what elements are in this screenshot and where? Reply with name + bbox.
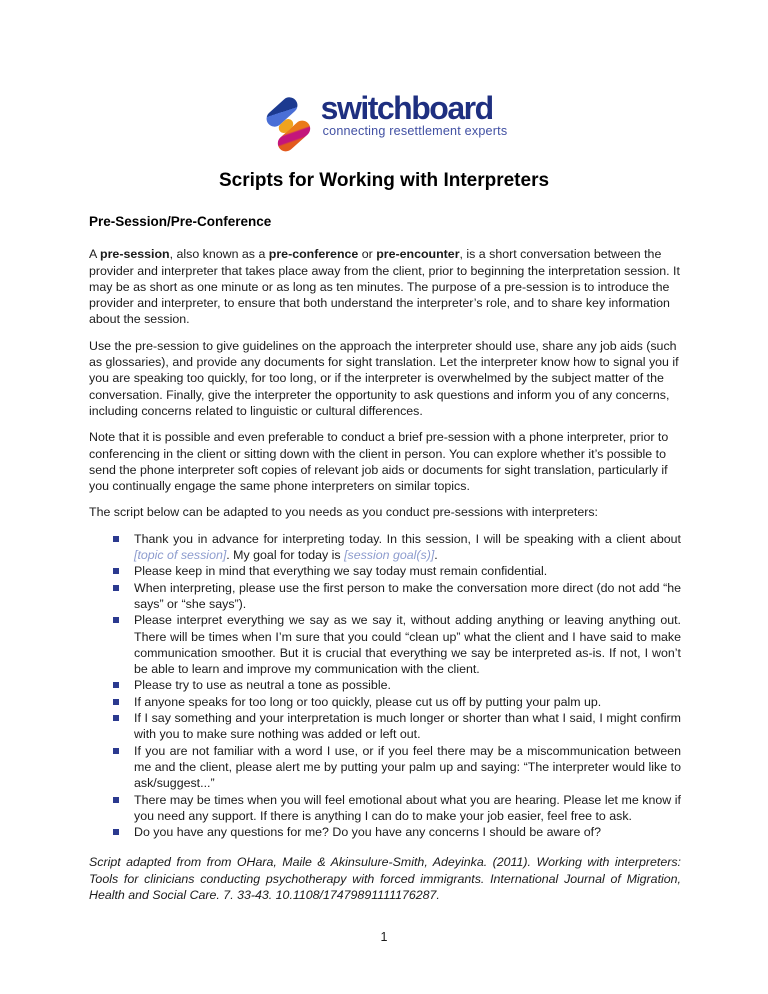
list-item: There may be times when you will feel emotional about what you are hearing. Please let me know if you need any support. If there is anything I can do to make your job easier, feel free to ask.	[113, 792, 681, 825]
citation-text: Script adapted from from OHara, Maile & Akinsulure-Smith, Adeyinka. (2011). Working with interpreters: Tools for clinicians conducting psychotherapy with forced immigrants. International Journal of Migration, Health and Social Care. 7. 33-43. 10.1108/17479891111176287.	[89, 855, 681, 902]
list-item: When interpreting, please use the first person to make the conversation more direct (do not add “he says” or “she says”).	[113, 580, 681, 613]
logo-text-block	[320, 90, 508, 138]
logo-brand-text: switchboard	[320, 90, 493, 126]
list-item: If anyone speaks for too long or too quickly, please cut us off by putting your palm up.	[113, 694, 681, 710]
paragraph-pre-session-guidelines: Use the pre-session to give guidelines on the approach the interpreter should use, share any job aids (such as glossaries), and provide any documents for sight translation. Let the interpreter know how to signal you if you are speaking too quickly, for too long, or if the interpreter is overwhelmed by the subject matter of the conversation. Finally, give the interpreter the opportunity to ask questions and inform you of any concerns, including concerns related to linguistic or cultural differences.	[89, 338, 679, 418]
list-item: If I say something and your interpretation is much longer or shorter than what I said, I might confirm with you to make sure nothing was added or left out.	[113, 710, 681, 743]
paragraph-phone-interpreter-note: Note that it is possible and even preferable to conduct a brief pre-session with a phone interpreter, prior to conferencing in the client or sitting down with the client in person. You can explore whether it’s possible to send the phone interpreter soft copies of relevant job aids or documents for sight translation, particularly if you continually engage the same phone interpreters on similar topics.	[89, 430, 669, 494]
list-item: If you are not familiar with a word I use, or if you feel there may be a miscommunication between me and the client, please alert me by putting your palm up and saying: “The interpreter would like to ask/suggest...”	[113, 743, 681, 792]
page-title: Scripts for Working with Interpreters	[218, 170, 550, 191]
list-item: Thank you in advance for interpreting today. In this session, I will be speaking with a client about [topic of session]. My goal for today is [session goal(s)].	[113, 531, 681, 564]
script-bullet-list	[113, 531, 681, 841]
section-heading: Pre-Session/Pre-Conference	[89, 214, 272, 229]
list-item: Please interpret everything we say as we say it, without adding anything or leaving anything out. There will be times when I’m sure that you could “clean up” what the client and I have said to make communication smoother. But it is crucial that everything we say be interpreted as-is. If not, I won’t be able to learn and improve my communication with the client.	[113, 612, 681, 677]
list-item: Please keep in mind that everything we say today must remain confidential.	[113, 563, 681, 579]
paragraph-script-intro: The script below can be adapted to you needs as you conduct pre-sessions with interpreters:	[89, 505, 598, 520]
document-body	[89, 214, 681, 903]
switchboard-logo	[0, 0, 768, 153]
list-item: Please try to use as neutral a tone as possible.	[113, 677, 681, 693]
page-number: 1	[380, 930, 388, 944]
list-item: Do you have any questions for me? Do you have any concerns I should be aware of?	[113, 824, 681, 840]
logo-tagline: connecting resettlement experts	[322, 124, 508, 138]
paragraph-pre-session-definition: A pre-session, also known as a pre-conference or pre-encounter, is a short conversation between the provider and interpreter that takes place away from the client, prior to beginning the interpretation session. It may be as short as one minute or as long as ten minutes. The purpose of a pre-session is to introduce the provider and interpreter, to ensure that both understand the interpreter’s role, and to share key information about the session.	[89, 247, 680, 327]
switchboard-logo-icon	[261, 95, 315, 153]
